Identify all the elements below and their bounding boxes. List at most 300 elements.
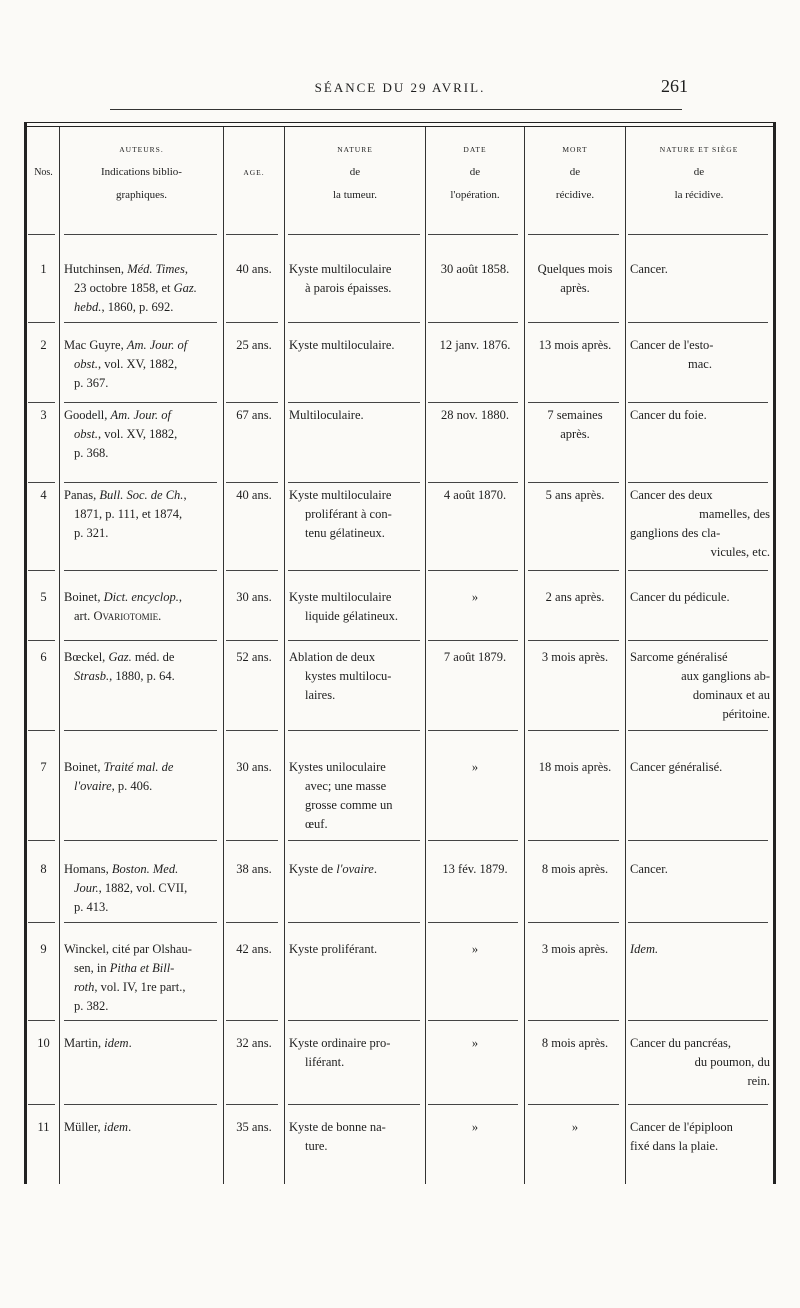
row-rule: [628, 1020, 768, 1021]
cell-no: [28, 588, 59, 607]
cell-siege: [630, 260, 770, 279]
row-rule: [628, 922, 768, 923]
cell-line: 23 octobre 1858, et Gaz.: [74, 281, 197, 295]
row-rule: [428, 570, 518, 571]
cell-auteurs: [64, 1034, 220, 1053]
row-rule: [28, 840, 55, 841]
cell-line: 8: [40, 862, 47, 876]
cell-line: liférant.: [305, 1055, 345, 1069]
cell-no: [28, 940, 59, 959]
cell-line: ture.: [305, 1139, 328, 1153]
header-date: [426, 138, 524, 207]
cell-siege: [630, 406, 770, 425]
cell-line: après.: [560, 427, 590, 441]
running-title: SÉANCE DU 29 AVRIL.: [314, 80, 486, 95]
row-rule: [226, 640, 278, 641]
italic-citation: Dict. encyclop.: [103, 590, 179, 604]
cell-auteurs: [64, 406, 220, 463]
cell-date: [426, 486, 524, 505]
italic-citation: Jour.: [74, 881, 99, 895]
cell-no: [28, 1118, 59, 1137]
cell-line: Kyste de bonne na-: [289, 1120, 386, 1134]
row-rule: [528, 1104, 619, 1105]
cell-siege: [630, 940, 770, 959]
cell-auteurs: [64, 940, 220, 1016]
cell-line: 52 ans.: [236, 650, 272, 664]
cell-line: art. Ovariotomie.: [74, 609, 162, 623]
row-rule: [64, 234, 217, 235]
cell-auteurs: [64, 1118, 220, 1137]
cell-nature: [289, 406, 423, 425]
cell-line: Kyste multiloculaire: [289, 262, 392, 276]
row-rule: [288, 402, 420, 403]
row-rule: [28, 730, 55, 731]
row-rule: [226, 922, 278, 923]
recurrence-table: [24, 122, 776, 1190]
cell-line: »: [471, 760, 479, 774]
cell-age: [224, 336, 284, 355]
cell-line: Kyste ordinaire pro-: [289, 1036, 391, 1050]
cell-line: Sarcome généralisé: [630, 650, 728, 664]
cell-line: Quelques mois: [537, 262, 613, 276]
row-rule: [528, 1020, 619, 1021]
row-rule: [64, 402, 217, 403]
cell-no: [28, 860, 59, 879]
cell-age: [224, 1118, 284, 1137]
cell-mort: [525, 758, 625, 777]
cell-auteurs: [64, 260, 220, 317]
row-rule: [428, 1104, 518, 1105]
cell-line: 2: [40, 338, 47, 352]
cell-line: 7 août 1879.: [443, 650, 507, 664]
row-rule: [628, 482, 768, 483]
row-rule: [64, 1104, 217, 1105]
row-rule: [288, 322, 420, 323]
cell-line: Cancer de l'épiploon: [630, 1120, 733, 1134]
italic-citation: Am. Jour. of: [126, 338, 188, 352]
row-rule: [64, 1020, 217, 1021]
column-divider: [284, 127, 285, 1184]
cell-line: 1871, p. 111, et 1874,: [74, 507, 183, 521]
cell-nature: [289, 1118, 423, 1156]
row-rule: [428, 482, 518, 483]
header-rule: [110, 109, 682, 110]
cell-date: [426, 406, 524, 425]
cell-date: [426, 940, 524, 959]
cell-siege: [630, 860, 770, 879]
cell-nature: [289, 336, 423, 355]
header-auteurs-line3: graphiques.: [115, 189, 167, 201]
cell-line: Cancer du pancréas,: [630, 1036, 731, 1050]
cell-line: 7 semaines: [547, 408, 603, 422]
cell-line: p. 367.: [74, 376, 109, 390]
italic-citation: obst.: [74, 357, 98, 371]
cell-line: Kyste de l'ovaire.: [289, 862, 377, 876]
cell-line: obst., vol. XV, 1882,: [74, 357, 178, 371]
cell-line: Cancer du foie.: [630, 408, 707, 422]
cell-line: 9: [40, 942, 47, 956]
cell-line: tenu gélatineux.: [305, 526, 385, 540]
cell-nature: [289, 260, 423, 298]
cell-date: [426, 588, 524, 607]
cell-siege: [630, 1118, 770, 1156]
cell-nature: [289, 860, 423, 879]
column-divider: [625, 127, 626, 1184]
cell-mort: [525, 406, 625, 444]
cell-line: Mac Guyre, Am. Jour. of: [64, 338, 188, 352]
cell-line: 40 ans.: [236, 262, 272, 276]
row-rule: [288, 1104, 420, 1105]
row-rule: [28, 1020, 55, 1021]
header-nature-title: NATURE: [337, 145, 373, 154]
cell-no: [28, 758, 59, 777]
cell-line: p. 321.: [74, 526, 109, 540]
cell-line: obst., vol. XV, 1882,: [74, 427, 178, 441]
cell-no: [28, 336, 59, 355]
cell-age: [224, 758, 284, 777]
cell-age: [224, 648, 284, 667]
cell-auteurs: [64, 588, 220, 626]
cell-line: mac.: [688, 357, 712, 371]
cell-auteurs: [64, 486, 220, 543]
cell-mort: [525, 860, 625, 879]
cell-line: 11: [37, 1120, 50, 1134]
cell-line: Jour., 1882, vol. CVII,: [74, 881, 188, 895]
cell-line: sen, in Pitha et Bill-: [74, 961, 175, 975]
cell-line: Cancer des deux: [630, 488, 713, 502]
header-nature-line2: de: [349, 166, 361, 178]
cell-line: Kyste multiloculaire.: [289, 338, 395, 352]
cell-line: Cancer généralisé.: [630, 760, 723, 774]
cell-line: Cancer.: [630, 862, 668, 876]
cell-line: 6: [40, 650, 47, 664]
cell-line: Boinet, Dict. encyclop.,: [64, 590, 183, 604]
row-rule: [628, 402, 768, 403]
cell-no: [28, 1034, 59, 1053]
cell-mort: [525, 648, 625, 667]
row-rule: [28, 402, 55, 403]
cell-nature: [289, 940, 423, 959]
cell-line: 38 ans.: [236, 862, 272, 876]
cell-date: [426, 1034, 524, 1053]
cell-line: Kyste proliférant.: [289, 942, 378, 956]
cell-line: Boinet, Traité mal. de: [64, 760, 174, 774]
row-rule: [288, 730, 420, 731]
cell-line: p. 368.: [74, 446, 109, 460]
italic-citation: Traité mal. de: [103, 760, 174, 774]
cell-line: 42 ans.: [236, 942, 272, 956]
italic-citation: roth: [74, 980, 95, 994]
row-rule: [428, 840, 518, 841]
cell-line: Strasb., 1880, p. 64.: [74, 669, 175, 683]
row-rule: [28, 482, 55, 483]
cell-no: [28, 260, 59, 279]
cell-line: Kystes uniloculaire: [289, 760, 386, 774]
italic-citation: Gaz.: [108, 650, 132, 664]
cell-line: 40 ans.: [236, 488, 272, 502]
header-auteurs-line2: Indications biblio-: [101, 166, 182, 178]
row-rule: [226, 730, 278, 731]
table-top-border: [24, 122, 776, 127]
header-nature-line3: la tumeur.: [333, 189, 377, 201]
cell-line: [630, 940, 770, 959]
cell-line: Cancer de l'esto-: [630, 338, 714, 352]
cell-date: [426, 336, 524, 355]
cell-line: 3: [40, 408, 47, 422]
row-rule: [64, 840, 217, 841]
row-rule: [226, 234, 278, 235]
cell-date: [426, 860, 524, 879]
row-rule: [528, 730, 619, 731]
row-rule: [28, 570, 55, 571]
cell-no: [28, 648, 59, 667]
cell-nature: [289, 588, 423, 626]
italic-citation: l'ovaire: [336, 862, 374, 876]
cell-line: Winckel, cité par Olshau-: [64, 942, 192, 956]
row-rule: [428, 640, 518, 641]
cell-line: Bœckel, Gaz. méd. de: [64, 650, 175, 664]
cell-line: rein.: [747, 1074, 770, 1088]
cell-line: kystes multilocu-: [305, 669, 392, 683]
cell-age: [224, 860, 284, 879]
header-date-line3: l'opération.: [450, 189, 500, 201]
row-rule: [628, 840, 768, 841]
row-rule: [528, 322, 619, 323]
italic-citation: Am. Jour. of: [110, 408, 171, 422]
cell-line: Ablation de deux: [289, 650, 376, 664]
cell-age: [224, 486, 284, 505]
row-rule: [628, 640, 768, 641]
header-auteurs-title: AUTEURS.: [119, 145, 164, 154]
cell-line: 10: [37, 1036, 50, 1050]
row-rule: [226, 482, 278, 483]
cell-mort: [525, 1034, 625, 1053]
cell-line: Hutchinsen, Méd. Times,: [64, 262, 188, 276]
cell-auteurs: [64, 648, 220, 686]
cell-line: laires.: [305, 688, 336, 702]
cell-nature: [289, 648, 423, 705]
italic-citation: Méd. Times: [127, 262, 185, 276]
row-rule: [288, 922, 420, 923]
cell-line: dominaux et au: [692, 688, 770, 702]
cell-line: Cancer.: [630, 262, 668, 276]
row-rule: [288, 640, 420, 641]
header-mort-line2: de: [569, 166, 581, 178]
cell-line: aux ganglions ab-: [681, 669, 770, 683]
cell-line: après.: [560, 281, 590, 295]
cell-line: 4 août 1870.: [443, 488, 507, 502]
small-caps-text: Ovariotomie.: [93, 609, 162, 623]
cell-line: l'ovaire, p. 406.: [74, 779, 153, 793]
header-no: Nos.: [34, 167, 53, 178]
row-rule: [628, 730, 768, 731]
header-siege: [626, 138, 772, 207]
row-rule: [64, 730, 217, 731]
row-rule: [528, 922, 619, 923]
cell-line: 8 mois après.: [541, 862, 609, 876]
cell-nature: [289, 486, 423, 543]
row-rule: [428, 234, 518, 235]
cell-line: péritoine.: [722, 707, 770, 721]
italic-citation: Gaz.: [173, 281, 197, 295]
row-rule: [64, 482, 217, 483]
cell-auteurs: [64, 860, 220, 917]
cell-line: »: [471, 1036, 479, 1050]
cell-line: 7: [40, 760, 47, 774]
cell-line: 13 mois après.: [538, 338, 612, 352]
cell-line: 28 nov. 1880.: [441, 408, 509, 422]
row-rule: [226, 1020, 278, 1021]
row-rule: [528, 640, 619, 641]
cell-line: roth, vol. IV, 1re part.,: [74, 980, 186, 994]
cell-line: Cancer du pédicule.: [630, 590, 730, 604]
cell-line: Goodell, Am. Jour. of: [64, 408, 171, 422]
row-rule: [628, 234, 768, 235]
cell-auteurs: [64, 336, 220, 393]
row-rule: [28, 922, 55, 923]
cell-line: 2 ans après.: [545, 590, 605, 604]
row-rule: [428, 322, 518, 323]
cell-siege: [630, 758, 770, 777]
cell-age: [224, 588, 284, 607]
header-nature: [285, 138, 425, 207]
cell-line: p. 413.: [74, 900, 109, 914]
italic-citation: Bull. Soc. de Ch.: [99, 488, 184, 502]
row-rule: [288, 1020, 420, 1021]
cell-siege: [630, 486, 770, 562]
cell-line: 67 ans.: [236, 408, 272, 422]
header-auteurs: [60, 138, 223, 207]
header-siege-line2: de: [693, 166, 705, 178]
row-rule: [64, 570, 217, 571]
row-rule: [226, 840, 278, 841]
cell-mort: [525, 336, 625, 355]
cell-line: Martin, idem.: [64, 1036, 132, 1050]
cell-siege: [630, 588, 770, 607]
cell-line: fixé dans la plaie.: [630, 1139, 719, 1153]
row-rule: [528, 482, 619, 483]
cell-date: [426, 648, 524, 667]
row-rule: [288, 482, 420, 483]
cell-line: Müller, idem.: [64, 1120, 132, 1134]
cell-line: 5 ans après.: [545, 488, 605, 502]
row-rule: [428, 402, 518, 403]
row-rule: [28, 322, 55, 323]
cell-age: [224, 940, 284, 959]
cell-line: hebd., 1860, p. 692.: [74, 300, 174, 314]
cell-line: p. 382.: [74, 999, 109, 1013]
cell-age: [224, 260, 284, 279]
row-rule: [428, 730, 518, 731]
cell-date: [426, 758, 524, 777]
cell-line: 3 mois après.: [541, 650, 609, 664]
cell-line: 30 ans.: [236, 760, 272, 774]
cell-line: vicules, etc.: [710, 545, 770, 559]
cell-line: 13 fév. 1879.: [442, 862, 508, 876]
header-siege-title: NATURE ET SIÈGE: [659, 145, 739, 154]
italic-citation: Strasb.: [74, 669, 110, 683]
cell-mort: [525, 588, 625, 607]
row-rule: [528, 570, 619, 571]
row-rule: [64, 640, 217, 641]
italic-citation: idem: [103, 1120, 129, 1134]
cell-mort: [525, 940, 625, 959]
row-rule: [288, 234, 420, 235]
row-rule: [528, 234, 619, 235]
cell-line: Kyste multiloculaire: [289, 590, 392, 604]
italic-citation: hebd.: [74, 300, 102, 314]
header-age: [224, 161, 284, 184]
cell-no: [28, 406, 59, 425]
cell-siege: [630, 336, 770, 374]
cell-line: 1: [40, 262, 47, 276]
cell-line: liquide gélatineux.: [305, 609, 399, 623]
row-rule: [64, 922, 217, 923]
row-rule: [528, 840, 619, 841]
row-rule: [226, 570, 278, 571]
row-rule: [428, 1020, 518, 1021]
cell-line: 32 ans.: [236, 1036, 272, 1050]
cell-line: 5: [40, 590, 47, 604]
cell-auteurs: [64, 758, 220, 796]
header-date-title: DATE: [463, 145, 487, 154]
cell-line: du poumon, du: [694, 1055, 770, 1069]
cell-date: [426, 1118, 524, 1137]
cell-line: Multiloculaire.: [289, 408, 364, 422]
row-rule: [64, 322, 217, 323]
cell-siege: [630, 648, 770, 724]
cell-nature: [289, 758, 423, 834]
italic-citation: idem: [104, 1036, 129, 1050]
cell-date: [426, 260, 524, 279]
cell-line: Kyste multiloculaire: [289, 488, 392, 502]
italic-citation: Boston. Med.: [111, 862, 179, 876]
italic-citation: obst.: [74, 427, 98, 441]
italic-citation: Idem.: [630, 942, 659, 956]
cell-line: à parois épaisses.: [305, 281, 392, 295]
cell-siege: [630, 1034, 770, 1091]
cell-line: 8 mois après.: [541, 1036, 609, 1050]
row-rule: [28, 1104, 55, 1105]
cell-nature: [289, 1034, 423, 1072]
row-rule: [628, 1104, 768, 1105]
cell-line: 4: [40, 488, 47, 502]
row-rule: [226, 1104, 278, 1105]
running-head: [0, 76, 800, 100]
cell-line: Panas, Bull. Soc. de Ch.,: [64, 488, 187, 502]
row-rule: [528, 402, 619, 403]
row-rule: [288, 570, 420, 571]
cell-line: 35 ans.: [236, 1120, 272, 1134]
column-divider: [59, 127, 60, 1184]
row-rule: [28, 234, 55, 235]
row-rule: [428, 922, 518, 923]
cell-line: 25 ans.: [236, 338, 272, 352]
header-date-line2: de: [469, 166, 481, 178]
italic-citation: l'ovaire: [74, 779, 112, 793]
cell-mort: [525, 486, 625, 505]
cell-age: [224, 406, 284, 425]
cell-line: œuf.: [305, 817, 328, 831]
cell-line: 12 janv. 1876.: [439, 338, 511, 352]
row-rule: [28, 640, 55, 641]
cell-line: mamelles, des: [699, 507, 770, 521]
row-rule: [226, 322, 278, 323]
page-number: 261: [661, 76, 688, 96]
cell-line: ganglions des cla-: [630, 526, 721, 540]
header-mort-title: MORT: [562, 145, 588, 154]
italic-citation: Pitha et Bill-: [109, 961, 175, 975]
